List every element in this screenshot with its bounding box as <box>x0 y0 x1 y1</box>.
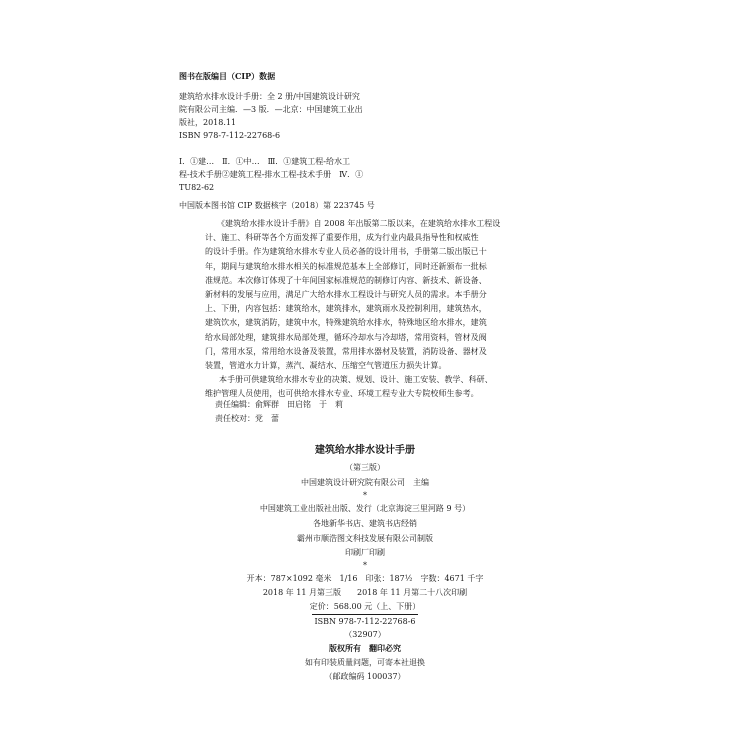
printer: 印刷厂印刷 <box>345 548 385 557</box>
cip-line: 院有限公司主编．—3 版．—北京：中国建筑工业出 <box>179 105 363 114</box>
book-summary <box>205 217 505 402</box>
book-specs: 开本：787×1092 毫米 1/16 印张：187½ 字数：4671 千字 <box>246 574 484 583</box>
book-code: （32907） <box>344 630 386 639</box>
summary-line: 上、下册，内容包括：建筑给水，建筑排水，建筑雨水及控制利用，建筑热水， <box>205 304 487 314</box>
responsible-proofreader: 责任校对：党 蕾 <box>215 414 279 423</box>
responsible-editors: 责任编辑：俞辉群 田启铭 于 莉 <box>215 400 343 409</box>
plate-maker: 霸州市顺浩图文科技发展有限公司制版 <box>297 534 433 543</box>
summary-line: 年，期间与建筑给水排水相关的标准规范基本上全部修订，同时还新颁布一批标 <box>205 261 487 271</box>
cip-line: 程-技术手册②建筑工程-排水工程-技术手册 Ⅳ．① <box>179 170 364 179</box>
edition-dates: 2018 年 11 月第三版 2018 年 11 月第二十八次印刷 <box>262 588 468 597</box>
summary-line: 给水局部处理，建筑排水局部处理，循环冷却水与冷却塔，常用资料，管材及阀 <box>205 332 487 342</box>
distributor: 各地新华书店、建筑书店经销 <box>313 519 417 528</box>
summary-line: 新材料的发展与应用，满足广大给水排水工程设计与研究人员的需求。本手册分 <box>205 290 487 300</box>
summary-line: 建筑饮水，建筑消防，建筑中水，特殊建筑给水排水，特殊地区给水排水，建筑 <box>205 318 487 328</box>
summary-line: 维护管理人员使用，也可供给水排水专业、环境工程专业大专院校师生参考。 <box>205 389 479 399</box>
cip-line: Ⅰ．①建… Ⅱ．①中… Ⅲ．①建筑工程-给水工 <box>179 157 351 166</box>
summary-line: 准规范。本次修订体现了十年间国家标准规范的制修订内容、新技术、新设备、 <box>205 275 487 285</box>
postal-code: （邮政编码 100037） <box>324 672 406 681</box>
separator-star: * <box>363 561 367 570</box>
cip-line: TU82-62 <box>179 183 215 192</box>
cip-line: 建筑给水排水设计手册：全 2 册/中国建筑设计研究 <box>179 92 360 101</box>
cip-record-number: 中国版本图书馆 CIP 数据核字（2018）第 223745 号 <box>179 201 375 210</box>
summary-line: 《建筑给水排水设计手册》自 2008 年出版第二版以来，在建筑给水排水工程设 <box>217 219 501 228</box>
summary-line: 的设计手册。作为建筑给水排水专业人员必备的设计用书，手册第二版出版已十 <box>205 247 487 257</box>
cip-heading: 图书在版编目（CIP）数据 <box>179 71 276 81</box>
separator-star: * <box>363 491 367 500</box>
rights-notice: 版权所有 翻印必究 <box>329 643 401 653</box>
return-notice: 如有印装质量问题，可寄本社退换 <box>305 658 425 667</box>
summary-line: 门，常用水泵，常用给水设备及装置，常用排水器材及装置，消防设备、器材及 <box>205 346 487 356</box>
colophon-isbn: ISBN 978-7-112-22768-6 <box>314 617 416 626</box>
book-price: 定价：568.00 元（上、下册） <box>309 602 421 611</box>
cip-block <box>179 70 419 212</box>
summary-line: 本手册可供建筑给水排水专业的决策、规划、设计、施工安装、教学、科研、 <box>211 375 493 385</box>
book-author: 中国建筑设计研究院有限公司 主编 <box>301 478 429 487</box>
book-edition: （第三版） <box>345 463 385 472</box>
summary-line: 装置，管道水力计算，蒸汽、凝结水、压缩空气管道压力损失计算。 <box>205 361 447 371</box>
publisher: 中国建筑工业出版社出版、发行（北京海淀三里河路 9 号） <box>259 504 471 513</box>
cip-isbn: ISBN 978-7-112-22768-6 <box>179 131 281 140</box>
cip-spacer <box>179 142 419 155</box>
summary-line: 计、施工、科研等各个方面发挥了重要作用，成为行业内最具指导性和权威性 <box>205 233 479 243</box>
book-title: 建筑给水排水设计手册 <box>315 445 415 456</box>
cip-line: 版社，2018.11 <box>179 118 237 127</box>
